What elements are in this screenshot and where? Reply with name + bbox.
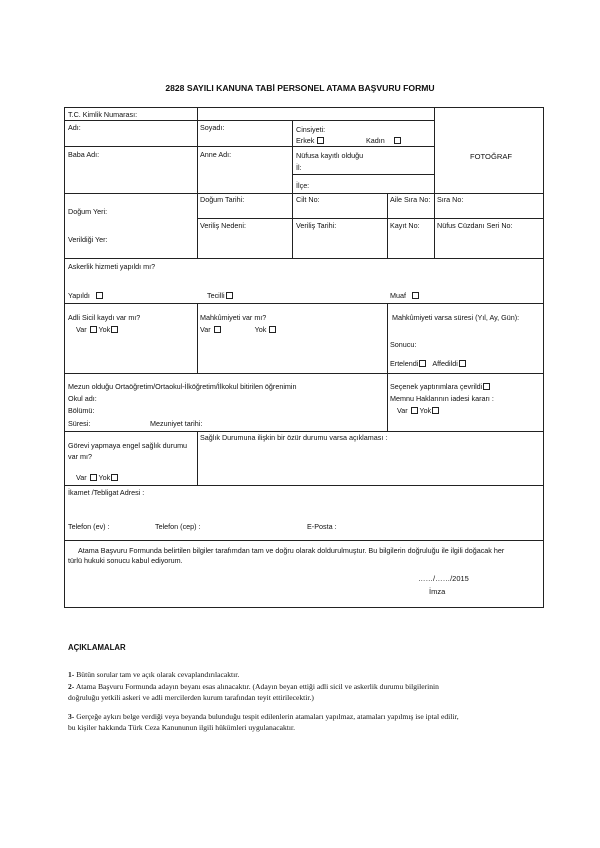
graduation-date-label: Mezuniyet tarihi: — [150, 419, 203, 428]
sequence-no-label: Sıra No: — [437, 195, 464, 204]
rights-restoration-options: Var Yok — [397, 407, 439, 415]
health-options: Var Yok — [76, 474, 118, 482]
health-explanation-label: Sağlık Durumuna ilişkin bir özür durumu varsa açıklaması : — [200, 433, 388, 442]
conviction-no-checkbox[interactable] — [269, 326, 276, 333]
criminal-record-options: Var Yok — [76, 326, 118, 334]
health-question-line1: Görevi yapmaya engel sağlık durumu — [68, 441, 188, 450]
mother-name-label: Anne Adı: — [200, 150, 232, 159]
military-deferred-checkbox[interactable] — [226, 292, 233, 299]
photo-box-label: FOTOĞRAF — [470, 152, 513, 161]
declaration-line2: türlü hukuki sonucu kabul ediyorum. — [68, 556, 183, 565]
date-field: ……/……/2015 — [418, 574, 469, 583]
military-done: Yapıldı — [68, 292, 103, 300]
male-checkbox[interactable] — [317, 137, 324, 144]
duration-label: Süresi: — [68, 419, 91, 428]
note-1: 1- Bütün sorular tam ve açık olarak cevaplandırılacaktır. — [68, 670, 240, 679]
military-question: Askerlik hizmeti yapıldı mı? — [68, 262, 156, 271]
pardoned-checkbox[interactable] — [459, 360, 466, 367]
declaration-line1: Atama Başvuru Formunda belirtilen bilgiler tarafımdan tam ve doğru olarak doldurulmuştur. Bu bilgilerin doğruluğu ile ilgili doğacak her — [78, 546, 505, 555]
record-no-label: Kayıt No: — [390, 221, 420, 230]
restoration-no-checkbox[interactable] — [432, 407, 439, 414]
result-options: Ertelendi Affedildi — [390, 360, 466, 368]
gender-label: Cinsiyeti: — [296, 125, 326, 134]
military-done-checkbox[interactable] — [96, 292, 103, 299]
rights-restoration-label: Memnu Haklarının iadesi kararı : — [390, 394, 494, 403]
email-label: E-Posta : — [307, 522, 337, 531]
surname-label: Soyadı: — [200, 123, 225, 132]
education-label: Mezun olduğu Ortaöğretim/Ortaokul-İlköğretim/İlkokul bitirilen öğrenimin — [68, 382, 297, 391]
health-no-checkbox[interactable] — [111, 474, 118, 481]
criminal-record-question: Adli Sicil kaydı var mı? — [68, 313, 141, 322]
note-2: 2- Atama Başvuru Formunda adayın beyanı esas alınacaktır. (Adayın beyan ettiği adli sicil ve askerlik durumu bilgilerinin doğruluğu yetkili askeri ve adli mercilerden kurum tarafından teyit ettirilecektir.) — [68, 682, 439, 702]
mobile-phone-label: Telefon (cep) : — [155, 522, 201, 531]
criminal-yes-checkbox[interactable] — [90, 326, 97, 333]
signature-label: İmza — [429, 587, 446, 596]
tc-label: T.C. Kimlik Numarası: — [68, 110, 138, 119]
note-3: 3- Gerçeğe aykırı belge verdiği veya beyanda bulunduğu tespit edilenlerin atamaları yapılmaz, atamaları yapılmış ise iptal edilir, bu kişiler hakkında Türk Ceza Kanununun ilgili hükümleri uygulanacaktır. — [68, 712, 459, 732]
military-exempt-checkbox[interactable] — [412, 292, 419, 299]
notes-heading: AÇIKLAMALAR — [68, 643, 126, 652]
postponed-checkbox[interactable] — [419, 360, 426, 367]
school-name-label: Okul adı: — [68, 394, 97, 403]
family-no-label: Aile Sıra No: — [390, 195, 431, 204]
home-phone-label: Telefon (ev) : — [68, 522, 110, 531]
issue-reason-label: Veriliş Nedeni: — [200, 221, 246, 230]
province-label: İl: — [296, 163, 302, 172]
military-exempt: Muaf — [390, 292, 419, 300]
sanction-converted: Seçenek yaptırımlara çevrildi — [390, 383, 490, 391]
military-deferred: Tecilli — [207, 292, 233, 300]
form-title: 2828 SAYILI KANUNA TABİ PERSONEL ATAMA BAŞVURU FORMU — [165, 83, 435, 93]
name-label: Adı: — [68, 123, 81, 132]
volume-no-label: Cilt No: — [296, 195, 320, 204]
sanction-checkbox[interactable] — [483, 383, 490, 390]
department-label: Bölümü: — [68, 406, 95, 415]
district-label: İlçe: — [296, 181, 310, 190]
female-checkbox[interactable] — [394, 137, 401, 144]
issue-date-label: Veriliş Tarihi: — [296, 221, 337, 230]
restoration-yes-checkbox[interactable] — [411, 407, 418, 414]
health-question-line2: var mı? — [68, 452, 92, 461]
result-label: Sonucu: — [390, 340, 417, 349]
conviction-question: Mahkûmiyeti var mı? — [200, 313, 267, 322]
id-serial-label: Nüfus Cüzdanı Seri No: — [437, 221, 513, 230]
gender-female: Kadın — [366, 137, 401, 145]
registered-label: Nüfusa kayıtlı olduğu — [296, 151, 364, 160]
address-label: İkamet /Tebligat Adresi : — [68, 488, 145, 497]
conviction-options: Var Yok — [200, 326, 276, 334]
gender-male: Erkek — [296, 137, 324, 145]
birthdate-label: Doğum Tarihi: — [200, 195, 245, 204]
health-yes-checkbox[interactable] — [90, 474, 97, 481]
father-name-label: Baba Adı: — [68, 150, 100, 159]
conviction-duration-label: Mahkûmiyeti varsa süresi (Yıl, Ay, Gün): — [392, 313, 520, 322]
issue-place-label: Verildiği Yer: — [68, 235, 108, 244]
birthplace-label: Doğum Yeri: — [68, 207, 108, 216]
conviction-yes-checkbox[interactable] — [214, 326, 221, 333]
criminal-no-checkbox[interactable] — [111, 326, 118, 333]
